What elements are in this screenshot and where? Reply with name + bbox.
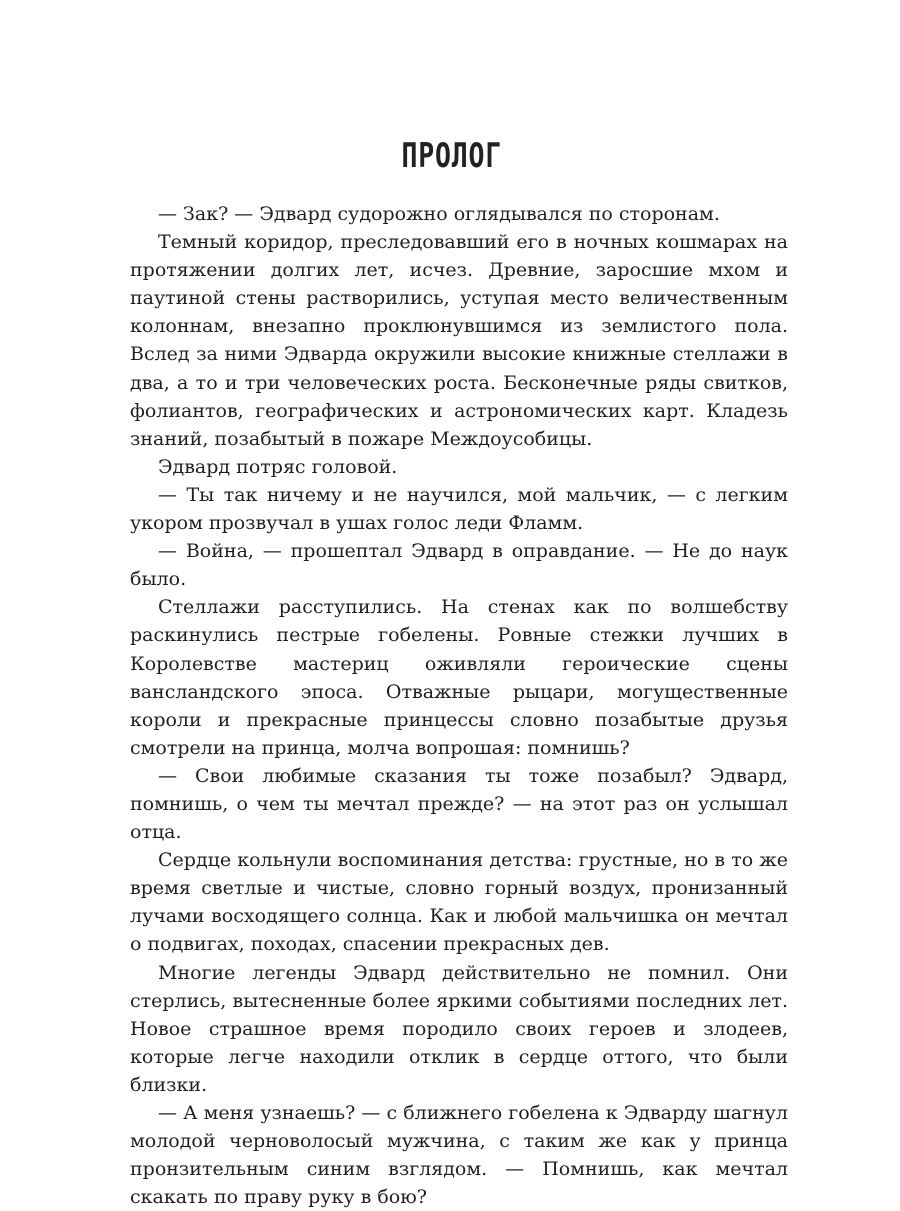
paragraph: Эдвард потряс головой. [158, 455, 398, 478]
paragraph: Темный коридор, преследовавший его в ночных кошмарах на протяжении долгих лет, исчез. Древние, заросшие мхом и паутиной стены растворились, уступая место величественным колоннам, внезапно проклюнувшимся из землистого пола. Вслед за ними Эдварда окружили высокие книжные стеллажи в два, а то и три человеческих роста. Бесконечные ряды свитков, фолиантов, географических и астрономических карт. Кладезь знаний, позабытый в пожаре Междоусобицы. [130, 231, 788, 450]
chapter-title: ПРОЛОГ [401, 136, 502, 176]
paragraph: — А меня узнаешь? — с ближнего гобелена к Эдварду шагнул молодой черноволосый мужчина, с таким же как у принца пронзительным синим взглядом. — Помнишь, как мечтал скакать по праву руку в бою? [130, 1102, 788, 1209]
paragraph: — Свои любимые сказания ты тоже позабыл? Эдвард, помнишь, о чем ты мечтал прежде? — на этот раз он услышал отца. [130, 764, 788, 844]
paragraph: — Война, — прошептал Эдвард в оправдание. — Не до наук было. [130, 540, 788, 591]
paragraph: — Зак? — Эдвард судорожно оглядывался по сторонам. [158, 203, 720, 225]
paragraph: Стеллажи расступились. На стенах как по волшебству раскинулись пестрые гобелены. Ровные стежки лучших в Королевстве мастериц оживляли героические сцены вансландского эпоса. Отважные рыцари, могущественные короли и прекрасные принцессы словно позабытые друзья смотрели на принца, молча вопрошая: помнишь? [130, 596, 788, 759]
paragraph: — Ты так ничему и не научился, мой мальчик, — с легким укором прозвучал в ушах голос леди Фламм. [130, 483, 788, 535]
paragraph: Многие легенды Эдвард действительно не помнил. Они стерлись, вытесненные более яркими событиями последних лет. Новое страшное время породило своих героев и злодеев, которые легче находили отклик в сердце оттого, что были близки. [130, 961, 788, 1096]
paragraph: Сердце кольнули воспоминания детства: грустные, но в то же время светлые и чистые, словно горный воздух, пронизанный лучами восходящего солнца. Как и любой мальчишка он мечтал о подвигах, походах, спасении прекрасных дев. [130, 849, 788, 956]
body-text [130, 200, 788, 1211]
